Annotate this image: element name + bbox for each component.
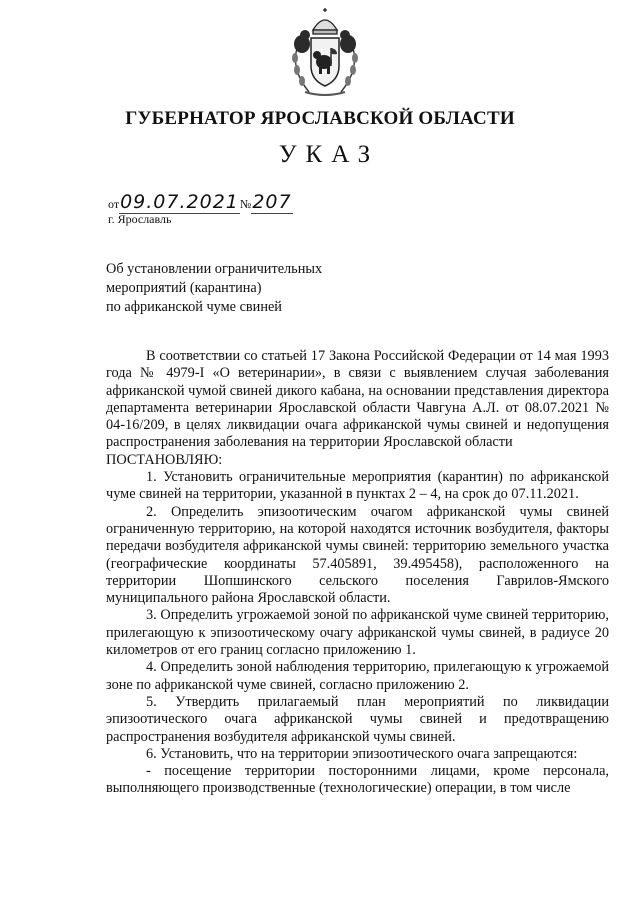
decree-item: 4. Определить зоной наблюдения территорию, прилегающую к угрожаемой зоне по африканской чуме свиней, согласно приложению 2. — [106, 659, 609, 693]
decree-item: 3. Определить угрожаемой зоной по африканской чуме свиней территорию, прилегающую к эпизоотическому очагу африканской чумы свиней, в радиусе 20 километров от его границ согласно приложению 1. — [106, 607, 609, 659]
decree-item: 5. Утвердить прилагаемый план мероприятий по ликвидации эпизоотического очага африканской чумы свиней и предотвращению распространения возбудителя африканской чумы свиней. — [106, 693, 609, 745]
decree-item: 1. Установить ограничительные мероприятия (карантин) по африканской чуме свиней на территории, указанной в пунктах 2 – 4, на срок до 07.11.2021. — [106, 469, 609, 503]
subject-line: Об установлении ограничительных — [106, 261, 323, 277]
date-prefix: от — [108, 197, 120, 211]
issuing-authority: ГУБЕРНАТОР ЯРОСЛАВСКОЙ ОБЛАСТИ — [125, 108, 515, 129]
date-number-line — [108, 191, 293, 213]
number-prefix: № — [239, 197, 252, 211]
document-number: 207 — [252, 191, 292, 213]
document-type: УКАЗ — [278, 141, 380, 168]
subject-line: по африканской чуме свиней — [106, 299, 282, 315]
decree-subitem: - посещение территории посторонними лицами, кроме персонала, выполняющего производственные (технологические) операции, в том числе — [106, 763, 609, 797]
document-body — [106, 348, 609, 798]
subject-line: мероприятий (карантина) — [106, 280, 262, 296]
document-subject — [106, 260, 322, 317]
preamble-paragraph: В соответствии со статьей 17 Закона Российской Федерации от 14 мая 1993 года № 4979-I «О ветеринарии», в связи с выявлением случая заболевания африканской чумой свиней дикого кабана, на основании представления директора департамента ветеринарии Ярославской области Чавгуна А.Л. от 08.07.2021 № 04-16/209, в целях ликвидации очага африканской чумы свиней и недопущения распространения заболевания на территории Ярославской области — [106, 348, 609, 451]
decree-item: 2. Определить эпизоотическим очагом африканской чумы свиней ограниченную территорию, на которой находятся источник возбудителя, факторы передачи возбудителя африканской чумы свиней: территорию земельного участка (географические координаты 57.405891, 39.495458), расположенного на территории Шопшинского сельского поселения Гаврилов-Ямского муниципального района Ярославской области. — [106, 503, 609, 607]
document-date: 09.07.2021 — [120, 191, 239, 213]
coat-of-arms-icon — [283, 8, 367, 98]
issue-city: г. Ярославль — [108, 212, 172, 226]
decree-item: 6. Установить, что на территории эпизоотического очага запрещаются: — [146, 745, 578, 762]
resolve-heading: ПОСТАНОВЛЯЮ: — [106, 451, 223, 468]
